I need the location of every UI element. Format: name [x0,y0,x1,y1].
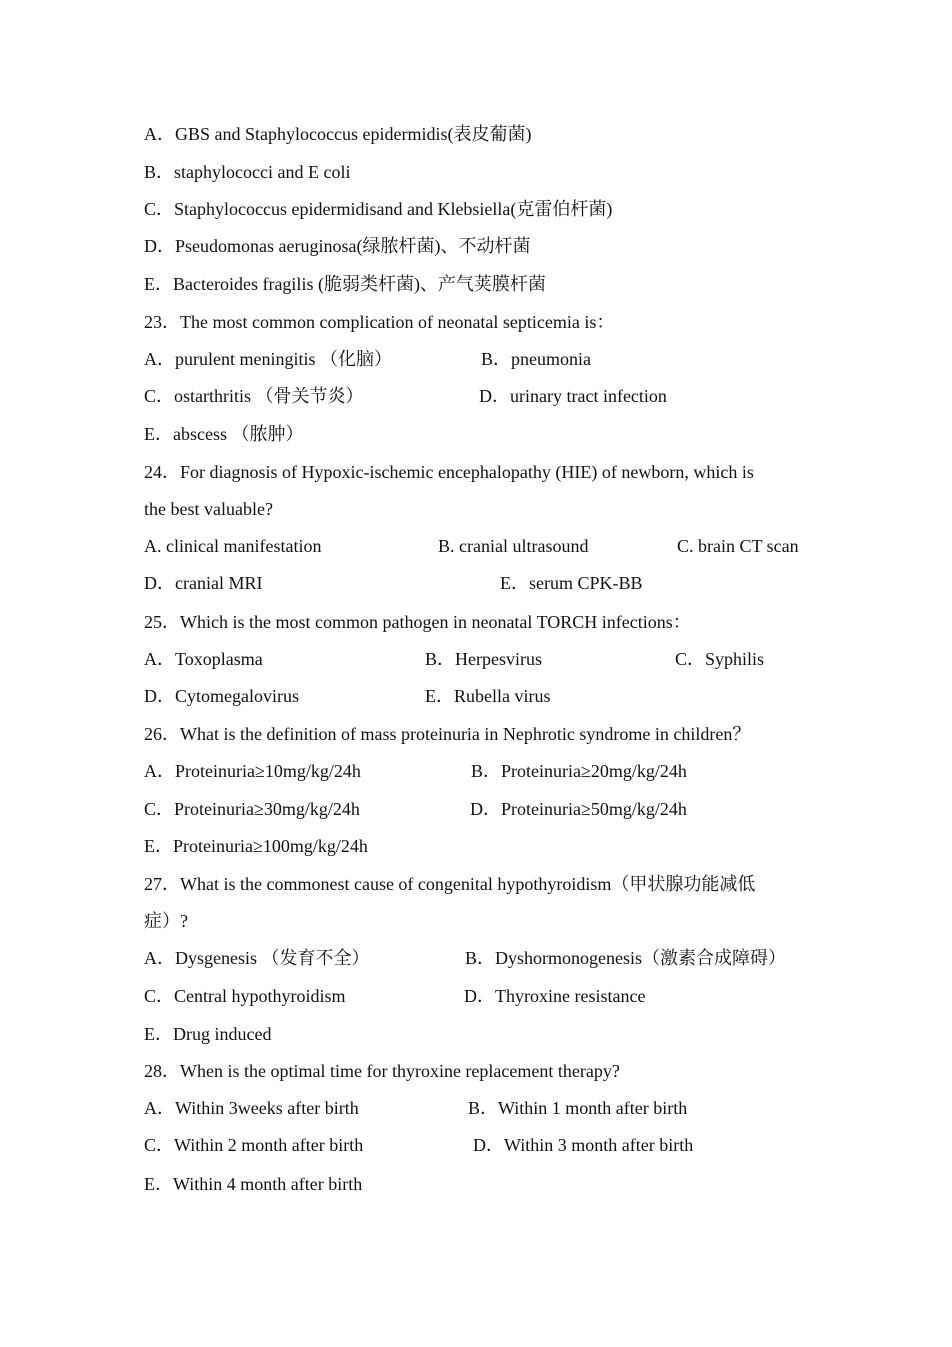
q25-row-2 [144,685,812,707]
q22-option-d: D．Pseudomonas aeruginosa(绿脓杆菌)、不动杆菌 [144,236,531,256]
q25-option-e: E．Rubella virus [425,686,551,706]
q23-option-b: B．pneumonia [481,349,591,369]
q26-option-c: C．Proteinuria≥30mg/kg/24h [144,799,360,819]
q28-option-e: E．Within 4 month after birth [144,1174,363,1194]
q25-option-b: B．Herpesvirus [425,649,542,669]
q22-option-a: A．GBS and Staphylococcus epidermidis(表皮葡菌) [144,124,532,144]
q24-row-1 [144,535,812,557]
q25-option-d: D．Cytomegalovirus [144,686,299,706]
q28-question: 28．When is the optimal time for thyroxine replacement therapy? [144,1061,620,1081]
q23-option-a: A．purulent meningitis （化脑） [144,349,392,369]
q24-question-line-1: 24．For diagnosis of Hypoxic-ischemic encephalopathy (HIE) of newborn, which is [144,462,754,482]
q24-option-d: D．cranial MRI [144,573,263,593]
q27-option-c: C．Central hypothyroidism [144,986,346,1006]
q26-option-e: E．Proteinuria≥100mg/kg/24h [144,836,368,856]
q28-row-1 [144,1097,812,1119]
q22-option-e: E．Bacteroides fragilis (脆弱类杆菌)、产气荚膜杆菌 [144,274,546,294]
q26-option-b: B．Proteinuria≥20mg/kg/24h [471,761,687,781]
q25-question: 25．Which is the most common pathogen in neonatal TORCH infections： [144,612,691,632]
q25-option-a: A．Toxoplasma [144,649,263,669]
q28-row-2 [144,1134,812,1156]
q27-option-b: B．Dyshormonogenesis（激素合成障碍） [465,948,786,968]
q23-option-d: D．urinary tract infection [479,386,667,406]
q23-option-c: C．ostarthritis （骨关节炎） [144,386,364,406]
q25-option-c: C．Syphilis [675,649,765,669]
q26-option-d: D．Proteinuria≥50mg/kg/24h [470,799,687,819]
q28-option-b: B．Within 1 month after birth [468,1098,688,1118]
q27-question-line-2: 症）? [144,911,188,931]
q23-question: 23．The most common complication of neonatal septicemia is： [144,312,615,332]
q24-option-b: B. cranial ultrasound [438,536,589,556]
q24-option-a: A. clinical manifestation [144,536,322,556]
q28-option-a: A．Within 3weeks after birth [144,1098,359,1118]
q28-option-c: C．Within 2 month after birth [144,1135,364,1155]
q26-option-a: A．Proteinuria≥10mg/kg/24h [144,761,361,781]
q23-row-2 [144,385,812,407]
q26-question: 26．What is the definition of mass proteinuria in Nephrotic syndrome in children？ [144,724,751,744]
q22-option-b: B．staphylococci and E coli [144,162,351,182]
q28-option-d: D．Within 3 month after birth [473,1135,694,1155]
q26-row-1 [144,760,812,782]
q24-row-2 [144,572,812,594]
q27-question-line-1: 27．What is the commonest cause of congenital hypothyroidism（甲状腺功能减低 [144,874,756,894]
q27-row-1 [144,947,812,969]
q25-row-1 [144,648,812,670]
q23-row-1 [144,348,812,370]
q27-option-a: A．Dysgenesis （发育不全） [144,948,370,968]
q24-option-c: C. brain CT scan [677,536,799,556]
q22-option-c: C．Staphylococcus epidermidisand and Klebsiella(克雷伯杆菌) [144,199,613,219]
q27-option-e: E．Drug induced [144,1024,272,1044]
q27-row-2 [144,985,812,1007]
q27-option-d: D．Thyroxine resistance [464,986,646,1006]
q26-row-2 [144,798,812,820]
q24-question-line-2: the best valuable? [144,499,273,519]
q23-option-e: E．abscess （脓肿） [144,424,304,444]
q24-option-e: E．serum CPK-BB [500,573,643,593]
